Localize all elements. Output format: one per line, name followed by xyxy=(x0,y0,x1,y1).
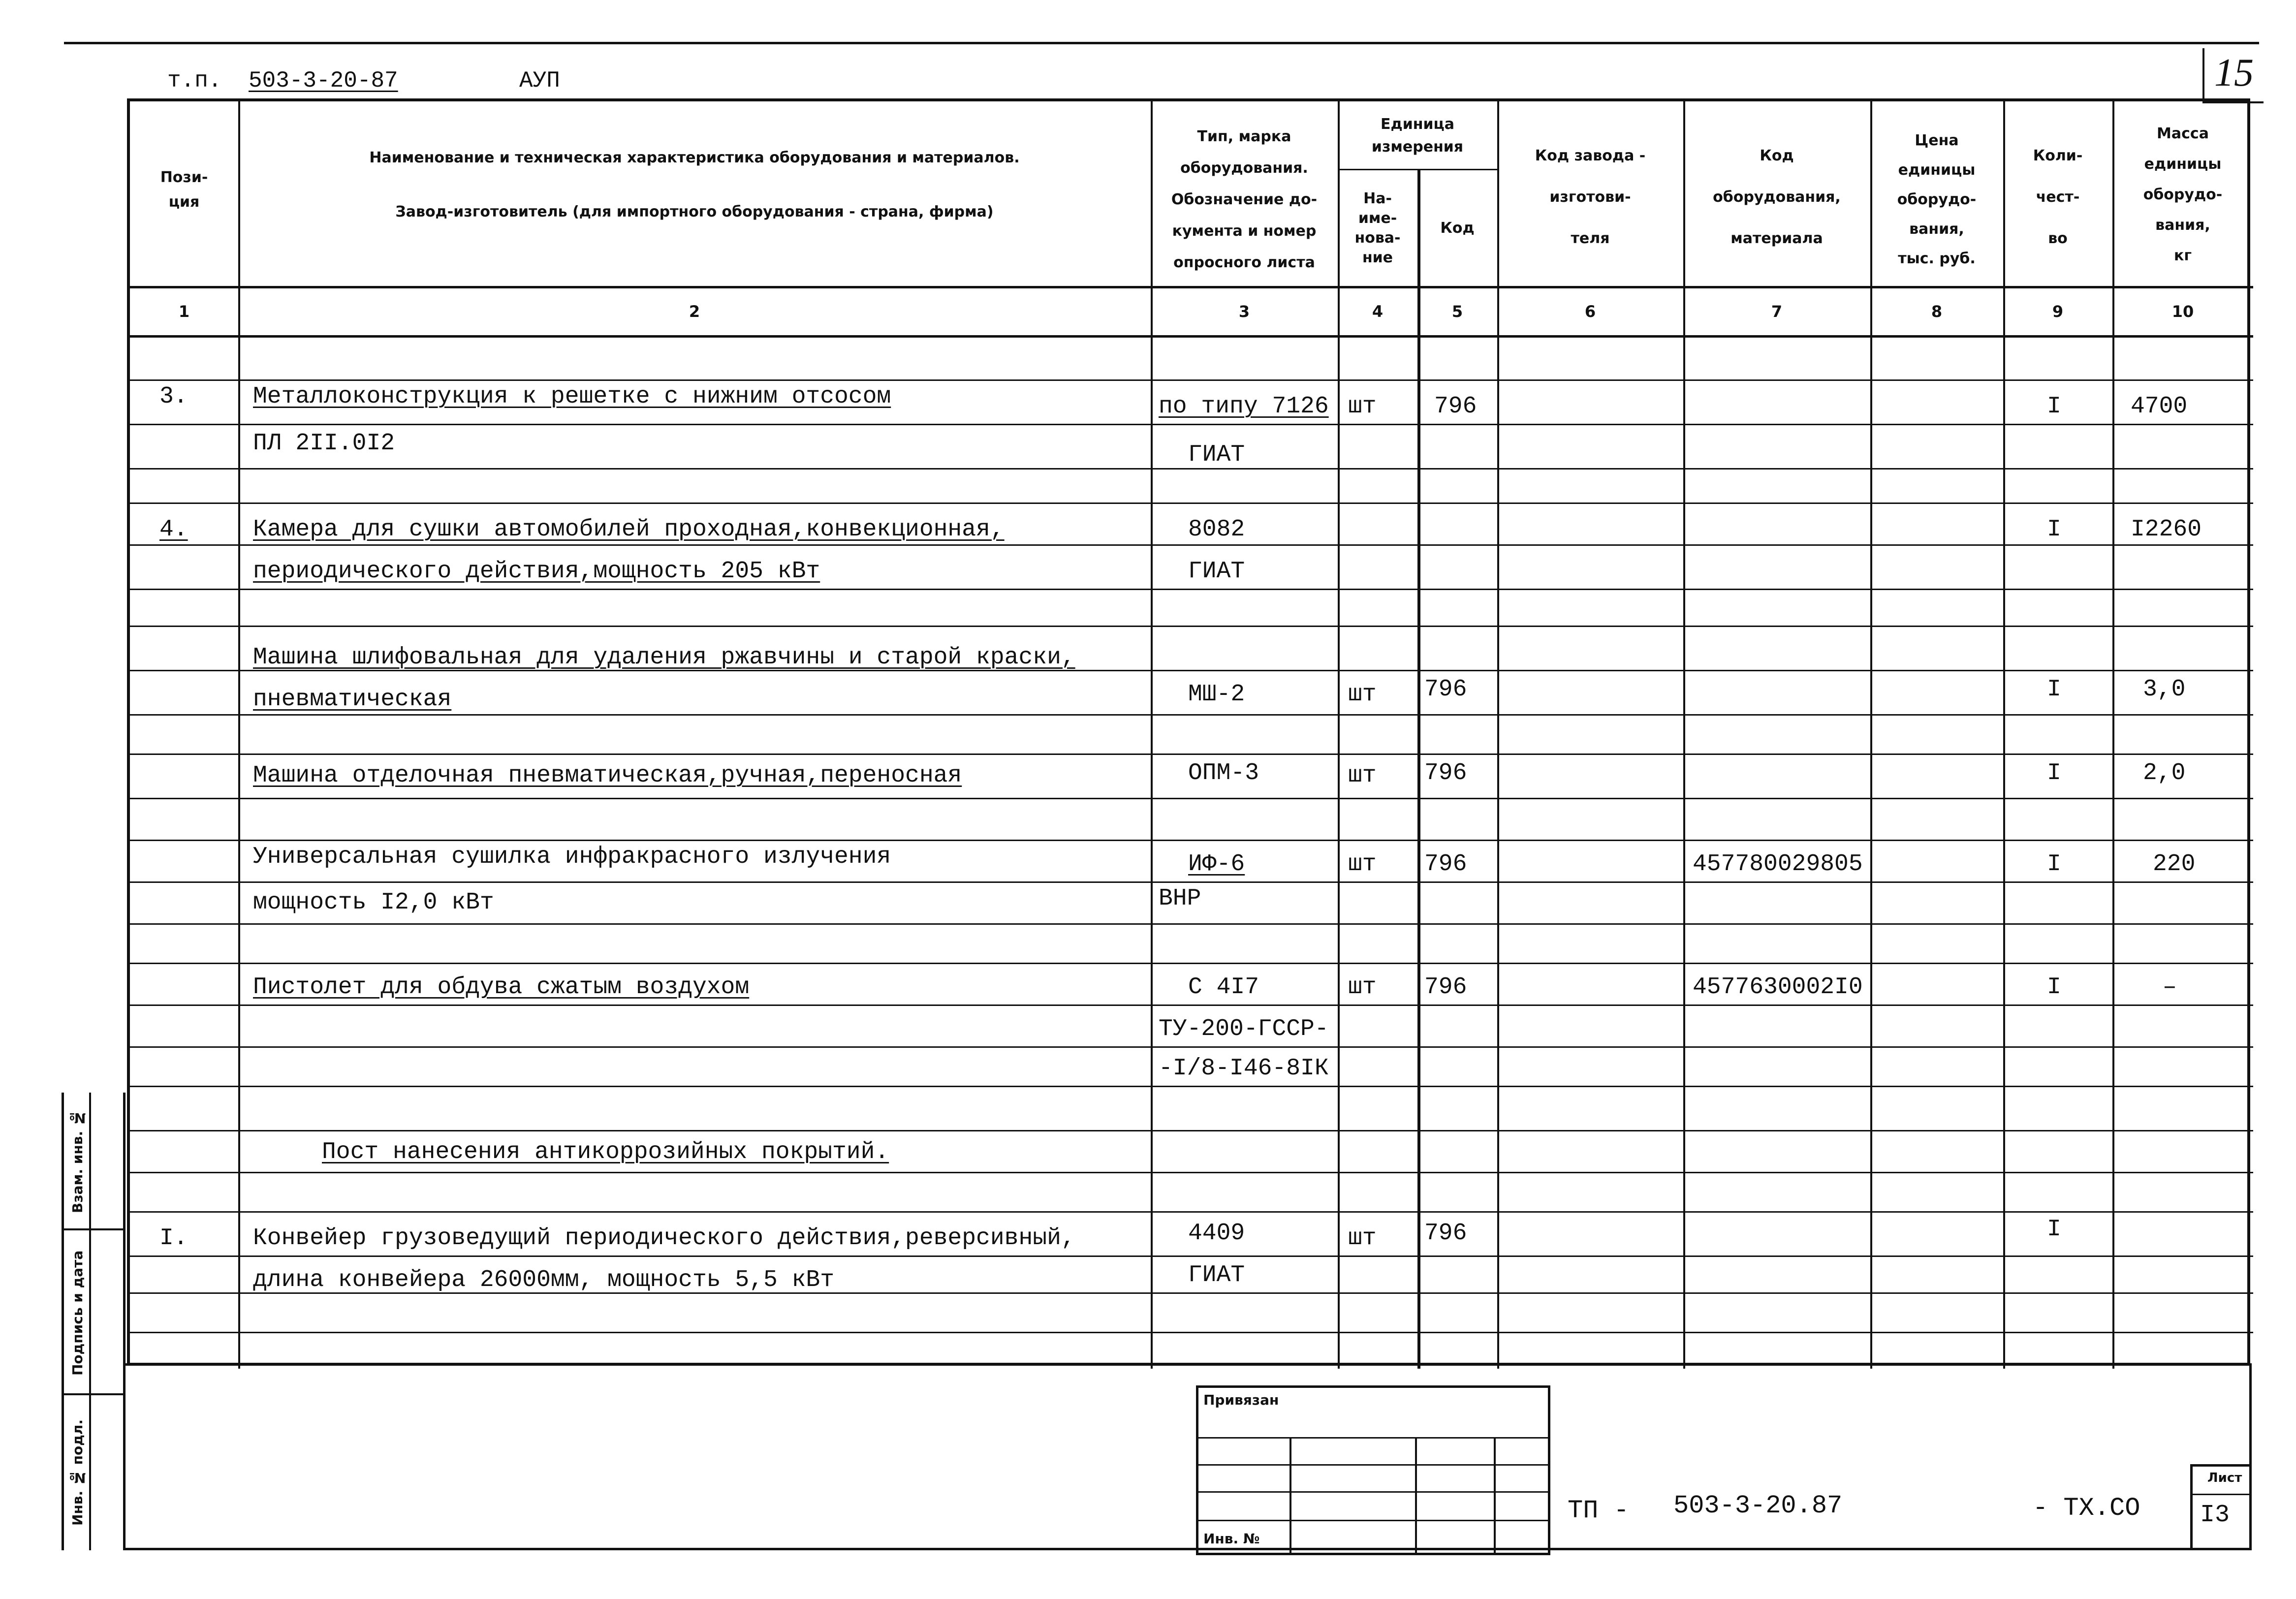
header-price: Цена единицы оборудо- вания, тыс. руб. xyxy=(1897,132,1977,267)
cell-quantity: I xyxy=(2047,393,2061,420)
cell-code: 796 xyxy=(1424,676,1467,703)
cell-unit: шт xyxy=(1348,851,1377,878)
bottom-frame-top xyxy=(126,1363,2252,1366)
row-line xyxy=(130,589,2253,590)
row-line xyxy=(130,1130,2253,1131)
cell-unit: шт xyxy=(1348,1225,1377,1252)
cell-type: ГИАТ xyxy=(1188,558,1245,585)
cell-name: Металлоконструкция к решетке с нижним отсосом xyxy=(253,383,891,410)
row-line xyxy=(130,1211,2253,1213)
cell-code: 796 xyxy=(1424,760,1467,786)
col-line xyxy=(1151,101,1153,1369)
header-mass: Масса единицы оборудо- вания, кг xyxy=(2143,125,2223,264)
cell-name: Конвейер грузоведущий периодического действия,реверсивный, xyxy=(253,1225,1075,1252)
row-line xyxy=(130,502,2253,504)
row-line xyxy=(130,1255,2253,1257)
cell-name: периодического действия,мощность 205 кВт xyxy=(253,558,820,585)
cell-code: 796 xyxy=(1424,1220,1467,1247)
album-label: АУП xyxy=(519,68,560,94)
project-code: 503-3-20-87 xyxy=(249,68,398,94)
cell-equipment-code: 457780029805 xyxy=(1693,851,1863,878)
row-line xyxy=(130,379,2253,381)
title-suffix: - ТХ.СО xyxy=(2033,1494,2140,1523)
colnum-3: 3 xyxy=(1238,302,1250,321)
privyazan-label: Привязан xyxy=(1203,1392,1279,1408)
row-line xyxy=(130,1004,2253,1006)
row-line xyxy=(130,753,2253,755)
cell-type: ГИАТ xyxy=(1188,441,1245,468)
colnum-8: 8 xyxy=(1931,302,1943,321)
cell-code: 796 xyxy=(1424,851,1467,878)
cell-mass: 3,0 xyxy=(2143,676,2186,703)
row-line xyxy=(130,798,2253,799)
cell-type: С 4I7 xyxy=(1188,974,1259,1001)
sheet-number-box xyxy=(2190,1464,2252,1548)
specification-table xyxy=(127,98,2250,1366)
cell-type: ТУ-200-ГССР- xyxy=(1159,1016,1329,1042)
cell-name: Машина шлифовальная для удаления ржавчины и старой краски, xyxy=(253,644,1075,671)
cell-position: 3. xyxy=(159,383,188,410)
side-stamp xyxy=(62,1093,126,1550)
cell-name: Пистолет для обдува сжатым воздухом xyxy=(253,974,750,1001)
side-label-inv-podl: Инв. № подл. xyxy=(69,1419,86,1526)
cell-unit: шт xyxy=(1348,762,1377,789)
header-unit-name: На- име- нова- ние xyxy=(1354,189,1401,266)
header-position: Пози- ция xyxy=(160,169,208,211)
cell-code: 796 xyxy=(1424,974,1467,1001)
colnum-2: 2 xyxy=(689,302,700,321)
row-line xyxy=(130,1086,2253,1087)
cell-name: ПЛ 2II.0I2 xyxy=(253,430,395,457)
cell-name: пневматическая xyxy=(253,686,452,713)
stamp-col xyxy=(1415,1437,1417,1555)
cell-name: Универсальная сушилка инфракрасного излучения xyxy=(253,844,891,870)
sheet-number: I3 xyxy=(2200,1501,2230,1529)
cell-type: ГИАТ xyxy=(1188,1262,1245,1288)
top-border-line xyxy=(64,42,2259,44)
cell-code: 796 xyxy=(1434,393,1477,420)
row-line xyxy=(130,840,2253,841)
row-line xyxy=(130,1046,2253,1048)
cell-type: ИФ-6 xyxy=(1188,851,1245,878)
cell-type: -I/8-I46-8IК xyxy=(1159,1055,1329,1082)
cell-unit: шт xyxy=(1348,393,1377,420)
inv-no-label: Инв. № xyxy=(1203,1531,1260,1547)
col-line xyxy=(1338,101,1340,1369)
col-line xyxy=(2003,101,2005,1369)
stamp-col xyxy=(1290,1437,1291,1555)
row-line xyxy=(130,1332,2253,1333)
colnum-1: 1 xyxy=(178,302,190,321)
cell-name: длина конвейера 26000мм, мощность 5,5 кВт xyxy=(253,1267,834,1293)
stamp-line xyxy=(1198,1520,1549,1521)
sheet-label: Лист xyxy=(2207,1471,2242,1485)
cell-unit: шт xyxy=(1348,974,1377,1001)
col-line xyxy=(1870,101,1872,1369)
row-line xyxy=(130,424,2253,425)
header-name-line2: Завод-изготовитель (для импортного оборудования - страна, фирма) xyxy=(395,203,994,220)
cell-quantity: I xyxy=(2047,1216,2061,1243)
cell-type: ВНР xyxy=(1159,885,1201,912)
col-line xyxy=(1683,101,1685,1369)
header-type: Тип, марка оборудования. Обозначение до- кумента и номер опросного листа xyxy=(1171,128,1318,271)
stamp-col xyxy=(1494,1437,1496,1555)
cell-name: мощность I2,0 кВт xyxy=(253,889,494,916)
binding-stamp xyxy=(1196,1385,1550,1555)
cell-mass: 2,0 xyxy=(2143,760,2186,786)
stamp-line xyxy=(1198,1464,1549,1466)
cell-name: Камера для сушки автомобилей проходная,конвекционная, xyxy=(253,516,1005,543)
header-equipment-code: Код оборудования, материала xyxy=(1713,147,1841,247)
header-name-line1: Наименование и техническая характеристика оборудования и материалов. xyxy=(369,149,1020,166)
stamp-line xyxy=(1198,1437,1549,1439)
cell-quantity: I xyxy=(2047,851,2061,878)
row-line xyxy=(130,923,2253,925)
colnum-4: 4 xyxy=(1372,302,1384,321)
cell-unit: шт xyxy=(1348,681,1377,708)
cell-quantity: I xyxy=(2047,676,2061,703)
tp-label: т.п. xyxy=(167,68,222,94)
header-unit-group: Единица измерения xyxy=(1371,116,1464,156)
colnum-9: 9 xyxy=(2052,302,2064,321)
cell-quantity: I xyxy=(2047,974,2061,1001)
colnum-5: 5 xyxy=(1451,302,1463,321)
header-factory-code: Код завода - изготови- теля xyxy=(1535,147,1646,247)
row-line xyxy=(130,714,2253,716)
header-bottom-line xyxy=(130,286,2253,288)
cell-position: I. xyxy=(159,1225,188,1252)
cell-mass: 220 xyxy=(2153,851,2196,878)
col-line xyxy=(2112,101,2114,1369)
side-label-podpis: Подпись и дата xyxy=(69,1250,86,1376)
cell-type: 8082 xyxy=(1188,516,1245,543)
row-line xyxy=(130,963,2253,964)
title-code: 503-3-20.87 xyxy=(1673,1491,1843,1520)
cell-mass: – xyxy=(2163,974,2177,1001)
colnum-7: 7 xyxy=(1771,302,1783,321)
page-mark: 15 xyxy=(2202,48,2264,103)
header-quantity: Коли- чест- во xyxy=(2033,147,2083,247)
cell-position: 4. xyxy=(159,516,188,543)
row-line xyxy=(130,544,2253,546)
cell-name: Машина отделочная пневматическая,ручная,переносная xyxy=(253,762,962,789)
col-line xyxy=(1417,169,1420,1369)
cell-quantity: I xyxy=(2047,760,2061,786)
stamp-line xyxy=(1198,1491,1549,1493)
colnum-6: 6 xyxy=(1584,302,1596,321)
bottom-frame-line xyxy=(126,1548,2252,1550)
sheet-box-line xyxy=(2193,1494,2252,1495)
row-line xyxy=(130,1172,2253,1173)
col-line xyxy=(1497,101,1499,1369)
colnum-10: 10 xyxy=(2171,302,2194,321)
cell-name: Пост нанесения антикоррозийных покрытий. xyxy=(322,1139,889,1165)
col-line xyxy=(238,101,240,1369)
title-prefix: ТП - xyxy=(1568,1496,1629,1525)
cell-type: по типу 7126 xyxy=(1159,393,1329,420)
row-line xyxy=(130,626,2253,627)
cell-quantity: I xyxy=(2047,516,2061,543)
side-label-vzam: Взам. инв. № xyxy=(69,1110,86,1213)
cell-type: 4409 xyxy=(1188,1220,1245,1247)
cell-type: ОПМ-3 xyxy=(1188,760,1259,786)
cell-type: МШ-2 xyxy=(1188,681,1245,708)
cell-mass: 4700 xyxy=(2131,393,2188,420)
number-row-bottom xyxy=(130,335,2253,338)
cell-equipment-code: 4577630002I0 xyxy=(1693,974,1863,1001)
header-unit-code: Код xyxy=(1440,219,1475,237)
row-line xyxy=(130,881,2253,883)
cell-mass: I2260 xyxy=(2131,516,2202,543)
